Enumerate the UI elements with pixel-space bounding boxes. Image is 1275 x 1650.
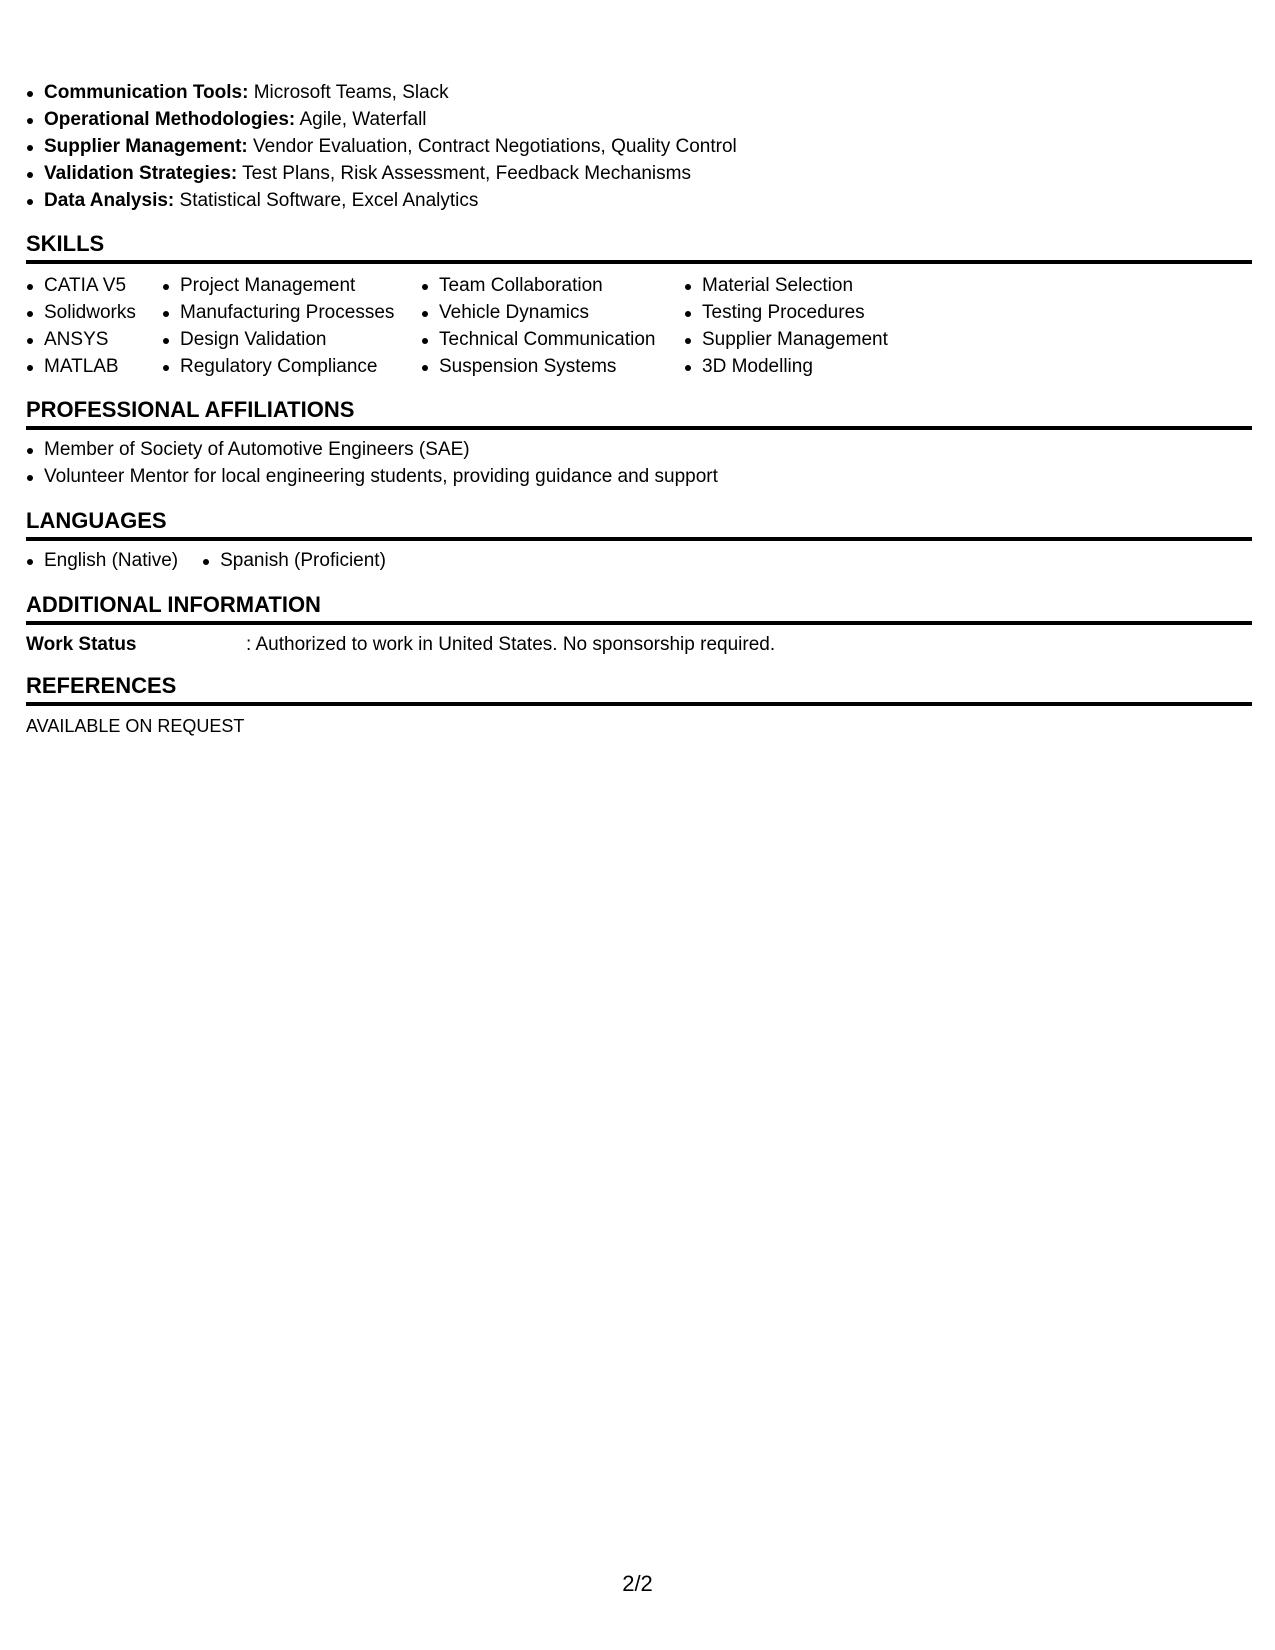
affiliation-item: Member of Society of Automotive Engineers (SAE): [26, 436, 718, 463]
skill-item: Design Validation: [162, 326, 421, 353]
language-item: English (Native): [26, 547, 178, 574]
skill-item: Material Selection: [684, 272, 904, 299]
languages-heading: LANGUAGES: [26, 507, 1252, 541]
tools-item-label: Supplier Management:: [44, 136, 248, 157]
skill-item: Solidworks: [26, 299, 162, 326]
skills-heading: SKILLS: [26, 230, 1252, 264]
affiliation-item: Volunteer Mentor for local engineering students, providing guidance and support: [26, 463, 718, 490]
tools-item-label: Validation Strategies:: [44, 163, 238, 184]
tools-item: [26, 160, 737, 187]
skill-item: ANSYS: [26, 326, 162, 353]
tools-item-value: Test Plans, Risk Assessment, Feedback Mechanisms: [237, 163, 691, 184]
skills-column: [162, 272, 421, 380]
tools-item-value: Microsoft Teams, Slack: [248, 82, 449, 103]
skill-item: CATIA V5: [26, 272, 162, 299]
language-item: Spanish (Proficient): [202, 547, 386, 574]
tools-list: [26, 79, 737, 214]
references-heading: REFERENCES: [26, 672, 1252, 706]
skill-item: 3D Modelling: [684, 353, 904, 380]
skill-item: Vehicle Dynamics: [421, 299, 684, 326]
skills-column: [684, 272, 904, 380]
tools-item-label: Operational Methodologies:: [44, 109, 296, 130]
affiliations-heading: PROFESSIONAL AFFILIATIONS: [26, 396, 1252, 430]
tools-item-label: Communication Tools:: [44, 82, 249, 103]
tools-item: [26, 133, 737, 160]
skill-item: MATLAB: [26, 353, 162, 380]
tools-item-value: Vendor Evaluation, Contract Negotiations, Quality Control: [247, 136, 737, 157]
skill-item: Regulatory Compliance: [162, 353, 421, 380]
tools-item-value: Agile, Waterfall: [295, 109, 427, 130]
additional-info-heading: ADDITIONAL INFORMATION: [26, 591, 1252, 625]
skills-column: [26, 272, 162, 380]
skill-item: Supplier Management: [684, 326, 904, 353]
work-status-value: : Authorized to work in United States. No sponsorship required.: [246, 634, 776, 655]
page-number: 2/2: [622, 1571, 653, 1596]
tools-item-value: Statistical Software, Excel Analytics: [174, 190, 479, 211]
skills-grid: [26, 272, 904, 380]
work-status-row: [26, 631, 775, 658]
tools-item: [26, 79, 737, 106]
skills-column: [421, 272, 684, 380]
references-text: AVAILABLE ON REQUEST: [26, 716, 245, 736]
work-status-label: Work Status: [26, 634, 137, 655]
languages-list: [26, 547, 410, 574]
skill-item: Technical Communication: [421, 326, 684, 353]
affiliations-list: [26, 436, 718, 490]
skill-item: Manufacturing Processes: [162, 299, 421, 326]
skill-item: Project Management: [162, 272, 421, 299]
tools-item-label: Data Analysis:: [44, 190, 175, 211]
skill-item: Testing Procedures: [684, 299, 904, 326]
tools-item: [26, 106, 737, 133]
skill-item: Suspension Systems: [421, 353, 684, 380]
tools-item: [26, 187, 737, 214]
skill-item: Team Collaboration: [421, 272, 684, 299]
